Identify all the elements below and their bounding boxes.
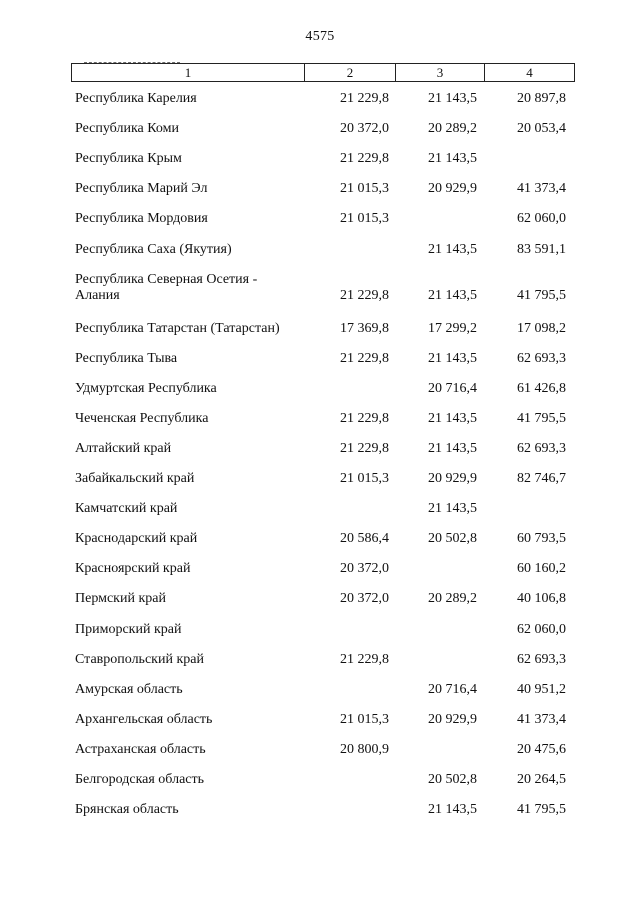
value-col-2: 21 015,3 [340,211,389,227]
region-name: Алтайский край [75,440,172,456]
value-col-3: 20 716,4 [428,380,477,396]
table-row [71,735,573,765]
value-col-4: 41 373,4 [517,181,566,197]
value-col-4: 40 106,8 [517,591,566,607]
table-row [71,795,573,825]
region-name: Республика Карелия [75,91,197,107]
region-name: Краснодарский край [75,531,198,547]
table-row [71,765,573,795]
table-row [71,584,573,614]
value-col-3: 20 716,4 [428,681,477,697]
value-col-2: 21 229,8 [340,91,389,107]
value-col-2: 21 015,3 [340,471,389,487]
value-col-3: 20 502,8 [428,772,477,788]
region-name: Республика Коми [75,121,179,137]
value-col-4: 62 693,3 [517,651,566,667]
column-header-1: 1 [184,65,192,80]
table-row [71,265,573,314]
table-row [71,615,573,645]
table-row [71,494,573,524]
value-col-3: 20 289,2 [428,591,477,607]
table-row [71,344,573,374]
region-name: Архангельская область [75,711,213,727]
region-name: Брянская область [75,802,179,818]
region-name: Амурская область [75,681,183,697]
region-name: Удмуртская Республика [75,380,217,396]
region-name: Астраханская область [75,741,206,757]
value-col-3: 21 143,5 [428,410,477,426]
value-col-3: 20 502,8 [428,531,477,547]
value-col-4: 20 264,5 [517,772,566,788]
region-name: Республика Татарстан (Татарстан) [75,320,280,336]
column-header-2: 2 [304,64,395,81]
value-col-2: 20 372,0 [340,561,389,577]
region-name: Забайкальский край [75,471,195,487]
value-col-2: 20 372,0 [340,121,389,137]
column-header-3: 3 [395,64,484,81]
value-col-2: 20 372,0 [340,591,389,607]
value-col-2: 21 229,8 [340,350,389,366]
column-header-4: 4 [484,64,574,81]
table-row [71,204,573,234]
table-row [71,114,573,144]
value-col-4: 40 951,2 [517,681,566,697]
value-col-4: 41 795,5 [517,410,566,426]
table-row [71,554,573,584]
region-name: Чеченская Республика [75,410,209,426]
value-col-4: 20 897,8 [517,91,566,107]
value-col-4: 41 795,5 [517,287,566,303]
value-col-4: 62 060,0 [517,621,566,637]
value-col-4: 17 098,2 [517,320,566,336]
value-col-2: 21 229,8 [340,151,389,167]
value-col-2: 20 800,9 [340,741,389,757]
region-name: Республика Мордовия [75,211,208,227]
value-col-3: 17 299,2 [428,320,477,336]
value-col-3: 21 143,5 [428,287,477,303]
region-name: Республика Саха (Якутия) [75,241,232,257]
value-col-3: 20 929,9 [428,471,477,487]
value-col-2: 21 229,8 [340,651,389,667]
table-row [71,234,573,264]
value-col-2: 20 586,4 [340,531,389,547]
region-name: Республика Марий Эл [75,181,208,197]
table-row [71,374,573,404]
value-col-3: 20 929,9 [428,181,477,197]
table-row [71,174,573,204]
value-col-3: 21 143,5 [428,440,477,456]
value-col-3: 21 143,5 [428,241,477,257]
region-name: Республика Тыва [75,350,178,366]
table-header [71,63,575,82]
value-col-4: 20 475,6 [517,741,566,757]
value-col-4: 61 426,8 [517,380,566,396]
region-name: Камчатский край [75,501,178,517]
value-col-4: 62 693,3 [517,440,566,456]
table-row [71,705,573,735]
value-col-3: 21 143,5 [428,802,477,818]
table-row [71,645,573,675]
value-col-4: 83 591,1 [517,241,566,257]
value-col-2: 21 229,8 [340,287,389,303]
value-col-4: 41 373,4 [517,711,566,727]
value-col-4: 62 060,0 [517,211,566,227]
value-col-4: 62 693,3 [517,350,566,366]
table-row [71,144,573,174]
table-row [71,675,573,705]
table-row [71,464,573,494]
value-col-4: 82 746,7 [517,471,566,487]
table-row [71,314,573,344]
region-name: Пермский край [75,591,166,607]
value-col-3: 21 143,5 [428,501,477,517]
region-name: Ставропольский край [75,651,204,667]
value-col-4: 41 795,5 [517,802,566,818]
table-row [71,434,573,464]
region-name: Приморский край [75,621,182,637]
value-col-3: 20 289,2 [428,121,477,137]
value-col-4: 60 793,5 [517,531,566,547]
value-col-2: 21 015,3 [340,711,389,727]
value-col-3: 21 143,5 [428,350,477,366]
value-col-4: 20 053,4 [517,121,566,137]
value-col-4: 60 160,2 [517,561,566,577]
table-row [71,84,573,114]
value-col-3: 21 143,5 [428,91,477,107]
region-name: Красноярский край [75,561,191,577]
value-col-2: 21 229,8 [340,410,389,426]
value-col-3: 20 929,9 [428,711,477,727]
page-number: 4575 [305,29,335,44]
value-col-2: 21 015,3 [340,181,389,197]
region-name: Белгородская область [75,772,205,788]
table-row [71,524,573,554]
value-col-2: 21 229,8 [340,440,389,456]
region-name: Республика Северная Осетия - Алания [75,271,258,303]
region-name: Республика Крым [75,151,182,167]
table-body [71,84,573,825]
value-col-3: 21 143,5 [428,151,477,167]
table-row [71,404,573,434]
value-col-2: 17 369,8 [340,320,389,336]
